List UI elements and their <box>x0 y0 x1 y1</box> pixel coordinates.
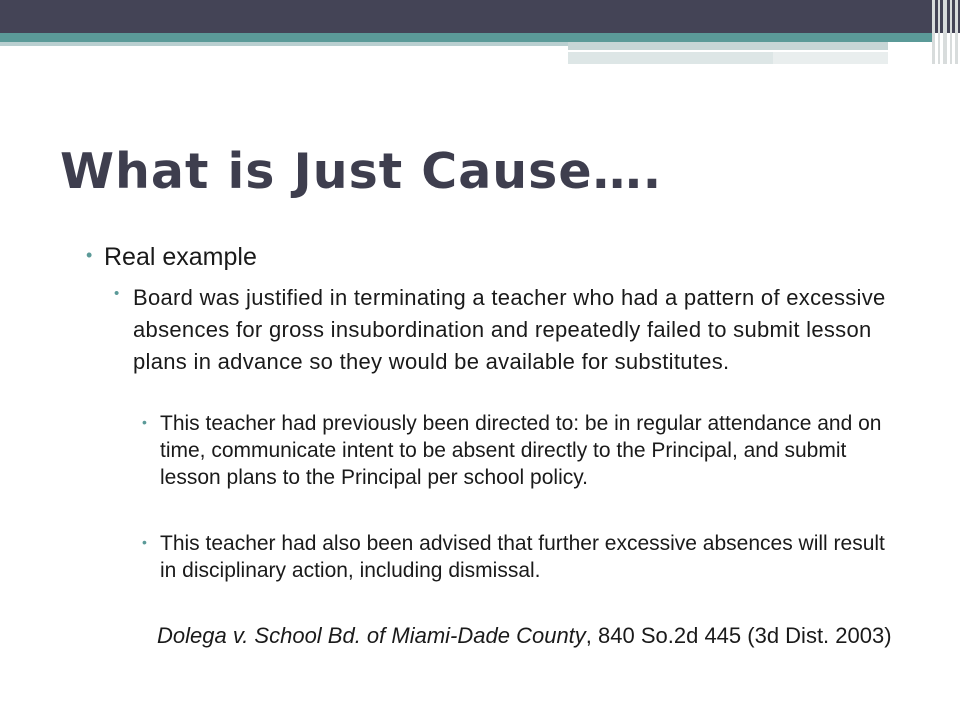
header-accent-line <box>0 42 568 46</box>
stripe <box>938 0 940 64</box>
bullet-level3 <box>160 410 890 491</box>
stripe <box>932 0 935 64</box>
bullet-level3 <box>160 530 890 584</box>
bullet-dot-icon: • <box>142 414 147 430</box>
case-reference: , 840 So.2d 445 (3d Dist. 2003) <box>585 623 892 648</box>
bullet-level1 <box>104 240 924 274</box>
bullet-dot-icon: • <box>86 245 93 265</box>
bullet-dot-icon: • <box>114 285 120 302</box>
stripe <box>943 0 947 64</box>
bullet-level2-text: Board was justified in terminating a teacher who had a pattern of excessive absences for gross insubordination and repeatedly failed to submit lesson plans in advance so they would be available for substitutes. <box>133 285 886 374</box>
stripe <box>955 0 958 64</box>
bullet-level3-text: This teacher had previously been directed to: be in regular attendance and on time, communicate intent to be absent directly to the Principal, and submit lesson plans to the Principal per school policy. <box>160 412 882 489</box>
bullet-level2 <box>133 282 893 378</box>
header-accent-bar <box>0 33 935 42</box>
bullet-level3-text: This teacher had also been advised that further excessive absences will result in disciplinary action, including dismissal. <box>160 532 885 582</box>
bullet-dot-icon: • <box>142 534 147 550</box>
slide-title: What is Just Cause…. <box>60 143 663 200</box>
case-citation <box>157 620 897 651</box>
header-stripes <box>930 0 960 64</box>
stripe <box>950 0 952 64</box>
header-accent-line <box>568 42 888 50</box>
header-banner <box>0 0 960 33</box>
bullet-level1-text: Real example <box>104 243 257 271</box>
header-accent-line <box>568 52 773 64</box>
header-accent-line <box>773 52 888 64</box>
case-name: Dolega v. School Bd. of Miami-Dade County <box>157 623 586 648</box>
